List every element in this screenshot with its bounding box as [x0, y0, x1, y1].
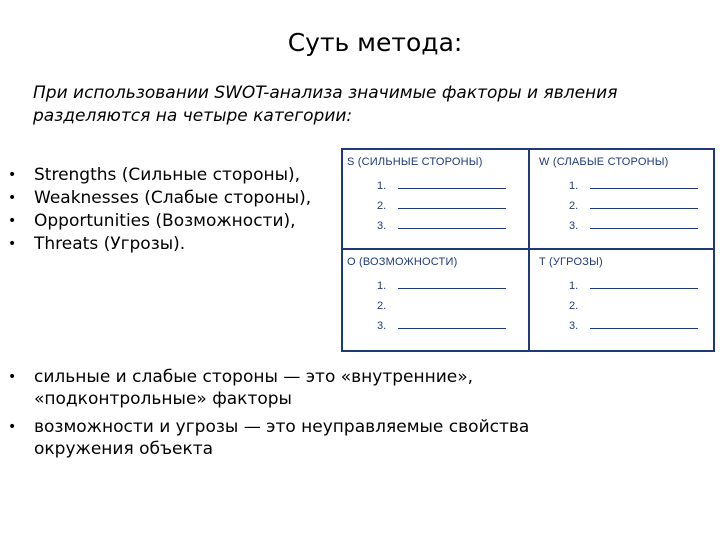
item-number: 2. — [377, 200, 387, 212]
list-item — [8, 233, 311, 256]
item-number: 2. — [377, 300, 387, 312]
blank-line — [398, 278, 506, 289]
blank-line — [590, 278, 698, 289]
list-item — [377, 176, 525, 196]
item-number: 1. — [569, 280, 579, 292]
category-strengths: Strengths (Сильные стороны), — [34, 165, 301, 185]
blank-line — [398, 318, 506, 329]
category-weaknesses: Weaknesses (Слабые стороны), — [34, 188, 312, 208]
category-opportunities: Opportunities (Возможности), — [34, 211, 296, 231]
quadrant-threats — [539, 256, 709, 336]
quadrant-heading: W (СЛАБЫЕ СТОРОНЫ) — [539, 156, 669, 168]
list-item — [8, 210, 311, 233]
quadrant-strengths — [347, 156, 525, 236]
item-number: 3. — [377, 220, 387, 232]
list-item — [569, 296, 709, 316]
blank-line — [590, 218, 698, 229]
bullet-icon: • — [8, 419, 17, 435]
bullet-icon: • — [8, 369, 17, 385]
list-item — [8, 366, 608, 410]
quadrant-heading: T (УГРОЗЫ) — [539, 256, 603, 268]
quadrant-heading: O (ВОЗМОЖНОСТИ) — [347, 256, 458, 268]
list-item — [8, 187, 311, 210]
blank-line — [590, 198, 698, 209]
category-threats: Threats (Угрозы). — [34, 234, 186, 254]
quadrant-heading: S (СИЛЬНЫЕ СТОРОНЫ) — [347, 156, 483, 168]
list-item — [8, 164, 311, 187]
quadrant-weaknesses — [539, 156, 709, 236]
list-item — [569, 176, 709, 196]
swot-categories-list — [8, 164, 311, 256]
list-item — [377, 296, 525, 316]
item-number: 3. — [569, 220, 579, 232]
divider — [343, 248, 713, 250]
item-number: 3. — [377, 320, 387, 332]
quadrant-opportunities — [347, 256, 525, 336]
list-item — [569, 276, 709, 296]
list-item — [377, 196, 525, 216]
note-internal-factors: сильные и слабые стороны — это «внутренние», «подконтрольные» факторы — [34, 367, 474, 409]
item-number: 3. — [569, 320, 579, 332]
blank-line — [590, 318, 698, 329]
list-item — [377, 276, 525, 296]
bullet-icon: • — [8, 236, 17, 252]
item-number: 1. — [377, 280, 387, 292]
item-number: 1. — [377, 180, 387, 192]
list-item — [569, 316, 709, 336]
blank-line — [398, 178, 506, 189]
list-item — [377, 316, 525, 336]
bullet-icon: • — [8, 213, 17, 229]
swot-table — [341, 148, 715, 352]
slide-title: Суть метода: — [287, 28, 463, 57]
blank-line — [590, 178, 698, 189]
list-item — [377, 216, 525, 236]
note-external-factors: возможности и угрозы — это неуправляемые свойства окружения объекта — [34, 417, 530, 459]
item-number: 2. — [569, 300, 579, 312]
list-item — [8, 416, 608, 460]
item-number: 1. — [569, 180, 579, 192]
list-item — [569, 196, 709, 216]
bullet-icon: • — [8, 190, 17, 206]
blank-line — [398, 218, 506, 229]
item-number: 2. — [569, 200, 579, 212]
intro-text: При использовании SWOT-анализа значимые факторы и явления разделяются на четыре категории: — [33, 83, 618, 126]
notes-list — [8, 366, 608, 466]
blank-line — [398, 198, 506, 209]
list-item — [569, 216, 709, 236]
bullet-icon: • — [8, 167, 17, 183]
divider — [528, 150, 530, 350]
